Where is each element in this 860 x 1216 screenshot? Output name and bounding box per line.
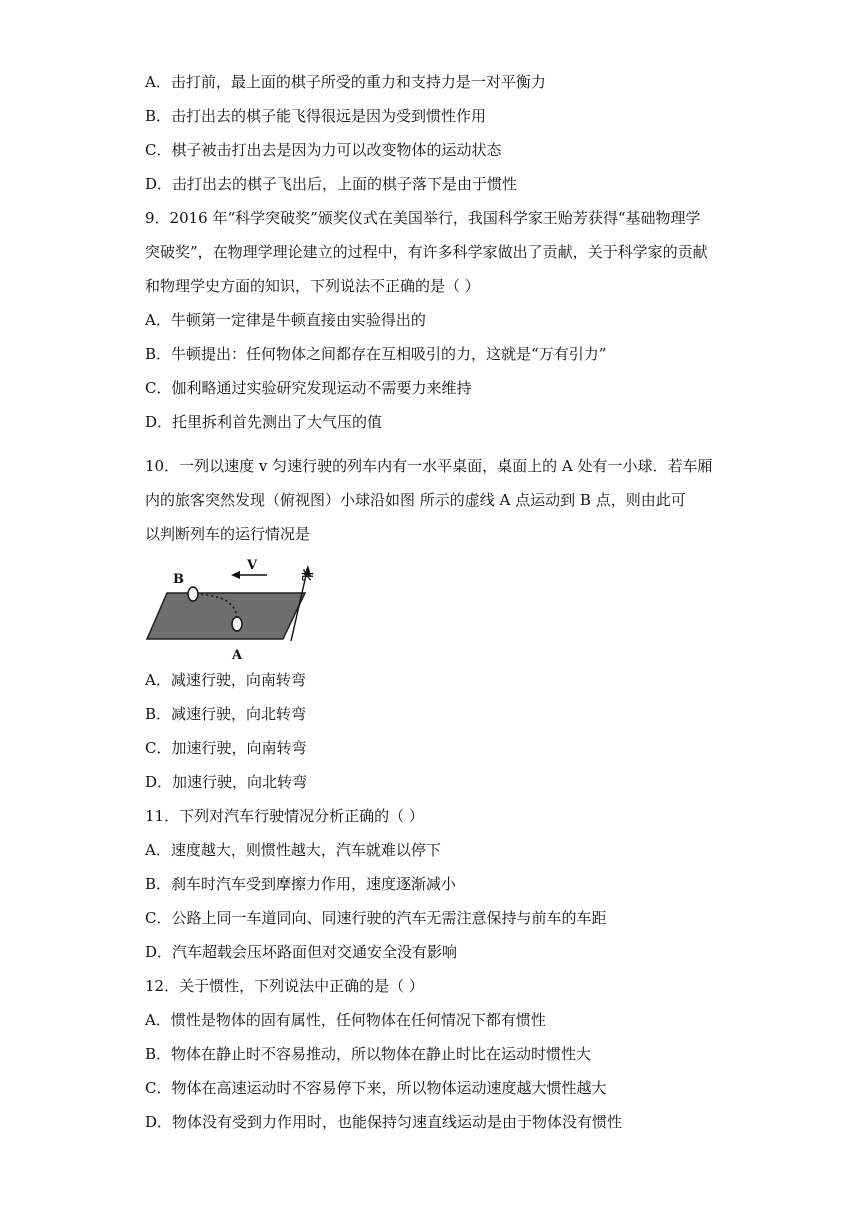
q9-option-d: D．托里拆利首先测出了大气压的值 (145, 413, 383, 431)
q9-stem-line-2: 突破奖”，在物理学理论建立的过程中，有许多科学家做出了贡献，关于科学家的贡献 (145, 243, 708, 261)
q12-option-b: B．物体在静止时不容易推动，所以物体在静止时比在运动时惯性大 (145, 1045, 592, 1063)
velocity-label: V (247, 558, 258, 573)
train-table-diagram (143, 553, 323, 665)
q9-option-c: C．伽利略通过实验研究发现运动不需要力来维持 (145, 379, 472, 397)
q12-stem: 12．关于惯性，下列说法中正确的是（ ） (145, 977, 424, 995)
ball-at-a (232, 617, 242, 631)
q11-stem: 11．下列对汽车行驶情况分析正确的（ ） (145, 807, 424, 825)
q11-option-d: D．汽车超载会压坏路面但对交通安全没有影响 (145, 943, 458, 961)
q11-option-b: B．刹车时汽车受到摩擦力作用，速度逐渐减小 (145, 875, 457, 893)
q10-option-c: C．加速行驶，向南转弯 (145, 739, 307, 757)
point-b-label: B (173, 572, 184, 587)
q8-option-d: D．击打出去的棋子飞出后，上面的棋子落下是由于惯性 (145, 175, 518, 193)
q8-option-b: B．击打出去的棋子能飞得很远是因为受到惯性作用 (145, 107, 487, 125)
ball-at-b (188, 587, 198, 601)
velocity-arrow-head (231, 571, 240, 579)
q10-option-b: B．减速行驶，向北转弯 (145, 705, 307, 723)
q12-option-d: D．物体没有受到力作用时，也能保持匀速直线运动是由于物体没有惯性 (145, 1113, 623, 1131)
point-a-label: A (232, 648, 243, 663)
q9-option-b: B．牛顿提出：任何物体之间都存在互相吸引的力，这就是“万有引力” (145, 345, 607, 363)
q10-stem-line-1: 10．一列以速度 v 匀速行驶的列车内有一水平桌面，桌面上的 A 处有一小球．若车厢 (145, 457, 713, 475)
q12-option-c: C．物体在高速运动时不容易停下来，所以物体运动速度越大惯性越大 (145, 1079, 607, 1097)
q10-stem-line-3: 以判断列车的运行情况是 (145, 525, 311, 543)
q9-stem-line-3: 和物理学史方面的知识，下列说法不正确的是（ ） (145, 277, 480, 295)
q9-option-a: A．牛顿第一定律是牛顿直接由实验得出的 (145, 311, 426, 329)
q8-option-c: C．棋子被击打出去是因为力可以改变物体的运动状态 (145, 141, 502, 159)
q11-option-c: C．公路上同一车道同向、同速行驶的汽车无需注意保持与前车的车距 (145, 909, 607, 927)
q10-stem-line-2: 内的旅客突然发现（俯视图）小球沿如图 所示的虚线 A 点运动到 B 点，则由此可 (145, 491, 686, 509)
q12-option-a: A．惯性是物体的固有属性，任何物体在任何情况下都有惯性 (145, 1011, 546, 1029)
q10-option-a: A．减速行驶，向南转弯 (145, 671, 306, 689)
q8-option-a: A．击打前，最上面的棋子所受的重力和支持力是一对平衡力 (145, 73, 546, 91)
north-label: 北 (300, 569, 314, 582)
q9-stem-line-1: 9．2016 年“科学突破奖”颁奖仪式在美国举行，我国科学家王贻芳获得“基础物理学 (145, 209, 701, 227)
train-table-figure (143, 553, 323, 665)
q10-option-d: D．加速行驶，向北转弯 (145, 773, 308, 791)
q11-option-a: A．速度越大，则惯性越大，汽车就难以停下 (145, 841, 441, 859)
